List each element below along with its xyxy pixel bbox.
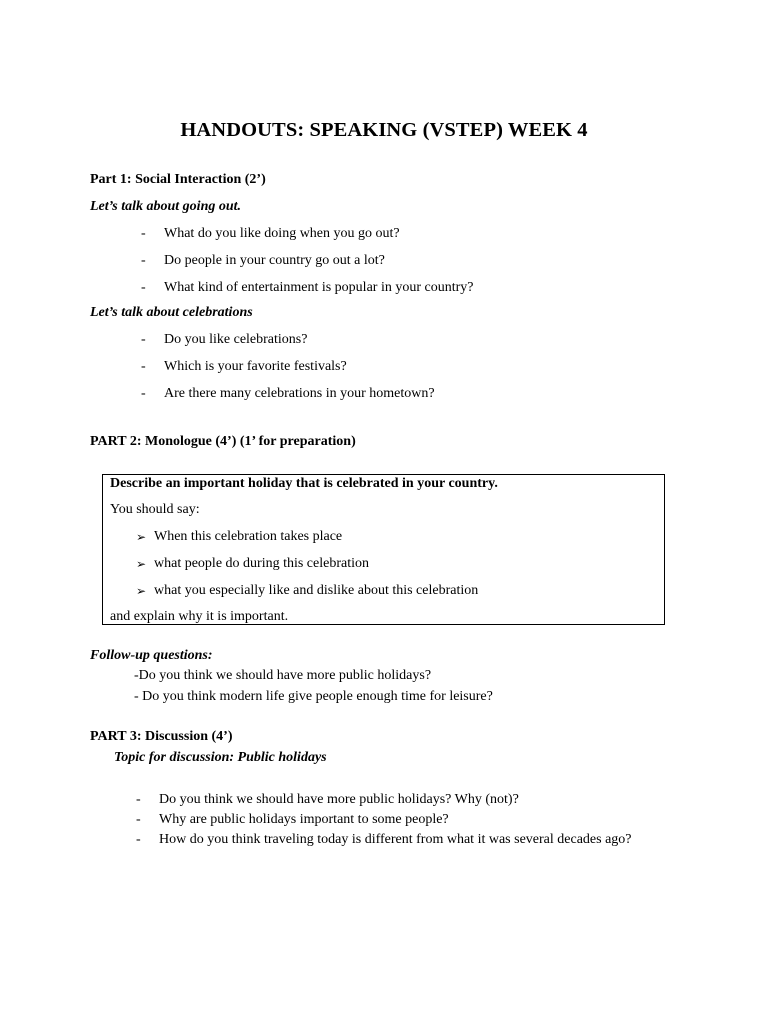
list-dash: - — [141, 386, 146, 401]
page-title: HANDOUTS: SPEAKING (VSTEP) WEEK 4 — [180, 119, 588, 141]
topic-going-out-heading: Let’s talk about going out. — [90, 199, 242, 214]
list-dash: - — [141, 253, 146, 268]
arrow-bullet-icon: ➢ — [136, 530, 147, 544]
followup-question: - Do you think modern life give people enough time for leisure? — [134, 689, 493, 704]
list-dash: - — [141, 332, 146, 347]
question-text: How do you think traveling today is different from what it was several decades ago? — [159, 832, 632, 847]
question-text: Are there many celebrations in your hometown? — [164, 386, 435, 401]
question-text: Do you think we should have more public holidays? Why (not)? — [159, 792, 519, 807]
question-text: Do you like celebrations? — [164, 332, 308, 347]
cue-card-should-say: You should say: — [110, 502, 200, 517]
topic-celebrations-heading: Let’s talk about celebrations — [90, 305, 253, 320]
cue-point-text: what you especially like and dislike about this celebration — [154, 583, 479, 598]
list-item — [141, 359, 347, 375]
cue-card-closing: and explain why it is important. — [110, 609, 289, 624]
question-text: What do you like doing when you go out? — [164, 226, 400, 241]
discussion-topic: Topic for discussion: Public holidays — [114, 750, 327, 765]
list-dash: - — [136, 812, 141, 827]
followup-question: -Do you think we should have more public holidays? — [134, 668, 432, 683]
question-text: Why are public holidays important to some people? — [159, 812, 449, 827]
question-text: Do people in your country go out a lot? — [164, 253, 385, 268]
arrow-bullet-icon: ➢ — [136, 557, 147, 571]
part2-heading: PART 2: Monologue (4’) (1’ for preparation) — [90, 434, 356, 449]
cue-point-text: what people do during this celebration — [154, 556, 369, 571]
list-item — [141, 226, 400, 242]
arrow-bullet-icon: ➢ — [136, 584, 147, 598]
list-item — [141, 280, 474, 296]
question-text: What kind of entertainment is popular in your country? — [164, 280, 474, 295]
question-text: Which is your favorite festivals? — [164, 359, 347, 374]
list-item — [141, 253, 385, 269]
list-dash: - — [141, 359, 146, 374]
followup-heading: Follow-up questions: — [90, 648, 213, 663]
list-dash: - — [136, 792, 141, 807]
list-item — [141, 332, 308, 348]
list-dash: - — [141, 226, 146, 241]
part3-heading: PART 3: Discussion (4’) — [90, 729, 233, 744]
cue-card-prompt: Describe an important holiday that is celebrated in your country. — [110, 476, 498, 491]
list-item — [141, 386, 435, 402]
cue-point-text: When this celebration takes place — [154, 529, 343, 544]
part1-heading: Part 1: Social Interaction (2’) — [90, 172, 266, 187]
cue-card-box — [102, 474, 665, 625]
list-dash: - — [141, 280, 146, 295]
list-dash: - — [136, 832, 141, 847]
